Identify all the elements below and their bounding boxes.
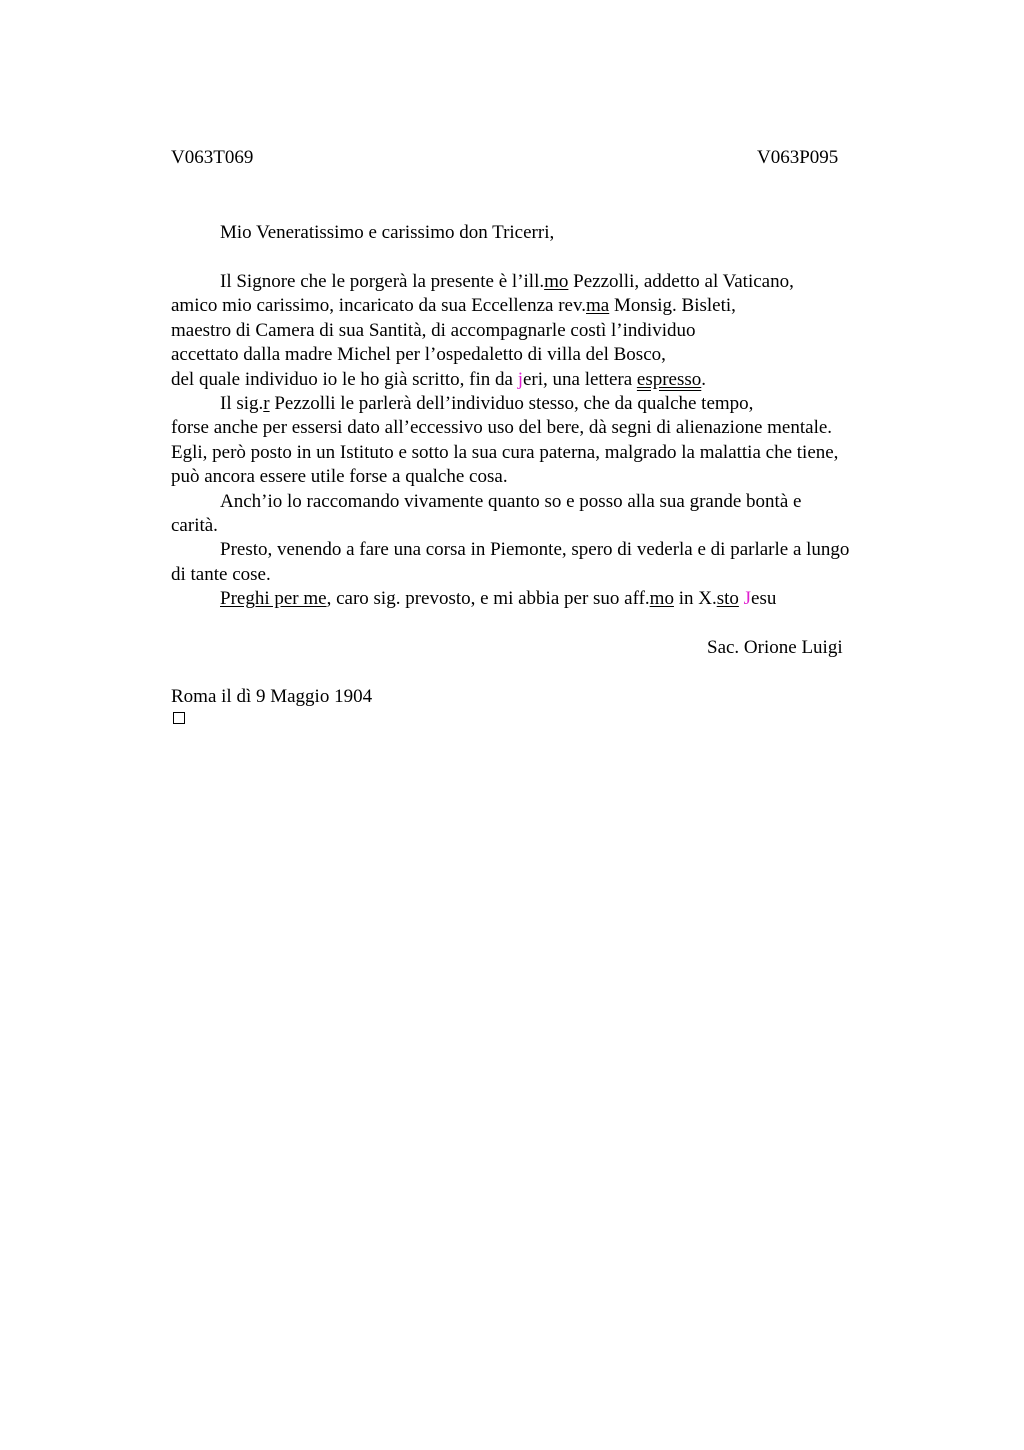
document-code-right: V063P095 bbox=[757, 147, 839, 168]
underlined-abbrev: r bbox=[263, 393, 270, 415]
underlined-abbrev: sto bbox=[716, 588, 739, 610]
text-run: Il sig. bbox=[220, 393, 264, 415]
dateline: Roma il dì 9 Maggio 1904 bbox=[171, 686, 373, 707]
paragraph-1-line-2 bbox=[171, 294, 931, 318]
highlighted-letter: J bbox=[743, 588, 752, 610]
underlined-abbrev: mo bbox=[649, 588, 674, 610]
text-run: esu bbox=[751, 588, 777, 610]
text-run: . bbox=[701, 368, 707, 390]
document-code-left: V063T069 bbox=[171, 147, 254, 168]
text-run: Pezzolli le parlerà dell’individuo stesso, che da qualche tempo, bbox=[269, 393, 754, 415]
checkbox-square-icon bbox=[173, 712, 185, 724]
text-run: Pezzolli, addetto al Vaticano, bbox=[568, 271, 794, 292]
text-run: amico mio carissimo, incaricato da sua Eccellenza rev. bbox=[171, 295, 586, 317]
paragraph-2-line-1 bbox=[171, 392, 931, 416]
paragraph-3-line-1: Anch’io lo raccomando vivamente quanto so e posso alla sua grande bontà e bbox=[220, 490, 802, 512]
underlined-abbrev: ma bbox=[586, 295, 610, 317]
underlined-abbrev: mo bbox=[544, 271, 569, 292]
paragraph-3-line-2: carità. bbox=[171, 515, 218, 537]
paragraph-1-line-5 bbox=[171, 368, 931, 392]
text-run: eri, una lettera bbox=[522, 368, 637, 390]
paragraph-2-line-3: Egli, però posto in un Istituto e sotto la sua cura paterna, malgrado la malattia che tiene, bbox=[171, 441, 839, 463]
paragraph-2-line-4: può ancora essere utile forse a qualche cosa. bbox=[171, 466, 508, 488]
underlined-phrase: Preghi per me bbox=[220, 588, 327, 610]
highlighted-letter: j bbox=[517, 368, 523, 390]
text-run: del quale individuo io le ho già scritto, fin da bbox=[171, 368, 518, 390]
double-underlined-word: espresso bbox=[636, 368, 702, 390]
paragraph-1-line-4: accettato dalla madre Michel per l’ospedaletto di villa del Bosco, bbox=[171, 344, 666, 366]
text-run: Il Signore che le porgerà la presente è l’ill. bbox=[220, 271, 545, 292]
signature: Sac. Orione Luigi bbox=[707, 637, 843, 658]
text-run: in X. bbox=[673, 588, 717, 610]
paragraph-5-line-1 bbox=[171, 587, 931, 611]
salutation: Mio Veneratissimo e carissimo don Tricerri, bbox=[220, 222, 555, 243]
paragraph-4-line-1: Presto, venendo a fare una corsa in Piemonte, spero di vederla e di parlarle a lungo bbox=[220, 539, 850, 561]
paragraph-1-line-3: maestro di Camera di sua Santità, di accompagnarle costì l’individuo bbox=[171, 319, 696, 341]
letter-body bbox=[171, 270, 931, 612]
paragraph-4-line-2: di tante cose. bbox=[171, 563, 271, 585]
paragraph-2-line-2: forse anche per essersi dato all’eccessivo uso del bere, dà segni di alienazione mentale. bbox=[171, 417, 833, 439]
paragraph-1-line-1 bbox=[171, 270, 931, 294]
text-run: , caro sig. prevosto, e mi abbia per suo aff. bbox=[326, 588, 650, 610]
text-run: Monsig. Bisleti, bbox=[609, 295, 736, 317]
